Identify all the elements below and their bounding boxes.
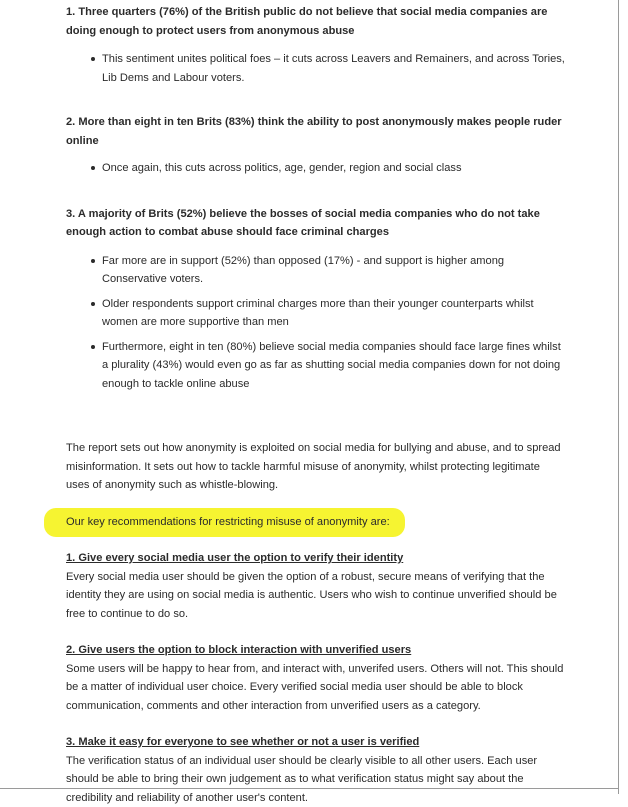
finding-heading: 3. A majority of Brits (52%) believe the bosses of social media companies who do not take enough action to combat abuse should face criminal charges [66,205,566,242]
bullet-item: Older respondents support criminal charges more than their younger counterparts whilst women are more supportive than men [102,295,566,332]
bullet-item: Far more are in support (52%) than opposed (17%) - and support is higher among Conservative voters. [102,252,566,289]
recommendation-1 [66,549,566,623]
bullet-item: Once again, this cuts across politics, age, gender, region and social class [102,159,566,178]
recommendations-intro-row [66,513,566,532]
bullet-item: This sentiment unites political foes – it cuts across Leavers and Remainers, and across Tories, Lib Dems and Labour voters. [102,50,566,87]
recommendation-2 [66,641,566,715]
finding-bullets [66,252,566,394]
recommendation-title: 3. Make it easy for everyone to see whether or not a user is verified [66,733,566,752]
finding-bullets [66,159,566,178]
recommendations-intro [66,513,390,532]
report-paragraph: The report sets out how anonymity is exploited on social media for bullying and abuse, and to spread misinformation. It sets out how to tackle harmful misuse of anonymity, whilst protecting legitimate uses of anonymity such as whistle-blowing. [66,439,566,495]
page-right-border [618,0,619,794]
bullet-item: Furthermore, eight in ten (80%) believe social media companies should face large fines whilst a plurality (43%) would even go as far as shutting social media companies down for not doing enough to tackle online abuse [102,338,566,394]
finding-3 [66,205,566,394]
finding-heading: 2. More than eight in ten Brits (83%) think the ability to post anonymously makes people ruder online [66,113,566,150]
finding-2 [66,113,566,178]
recommendation-title: 2. Give users the option to block interaction with unverified users [66,641,566,660]
recommendation-body: Some users will be happy to hear from, and interact with, unverifed users. Others will not. This should be a matter of individual user choice. Every verified social media user should be able to block communication, comments and other interaction from unverified users as a category. [66,660,566,716]
finding-heading: 1. Three quarters (76%) of the British public do not believe that social media companies are doing enough to protect users from anonymous abuse [66,3,566,40]
finding-1 [66,3,566,87]
finding-bullets [66,50,566,87]
article-content [66,0,566,807]
recommendation-3 [66,733,566,807]
recommendation-title: 1. Give every social media user the option to verify their identity [66,549,566,568]
recommendation-body: Every social media user should be given the option of a robust, secure means of verifying that the identity they are using on social media is authentic. Users who wish to continue unverified should be free to continue to do so. [66,568,566,624]
recommendations-intro-text: Our key recommendations for restricting misuse of anonymity are: [66,516,390,528]
recommendation-body: The verification status of an individual user should be clearly visible to all other users. Each user should be able to bring their own judgement as to what verification status might say about the credibility and reliability of another user's content. [66,752,566,807]
